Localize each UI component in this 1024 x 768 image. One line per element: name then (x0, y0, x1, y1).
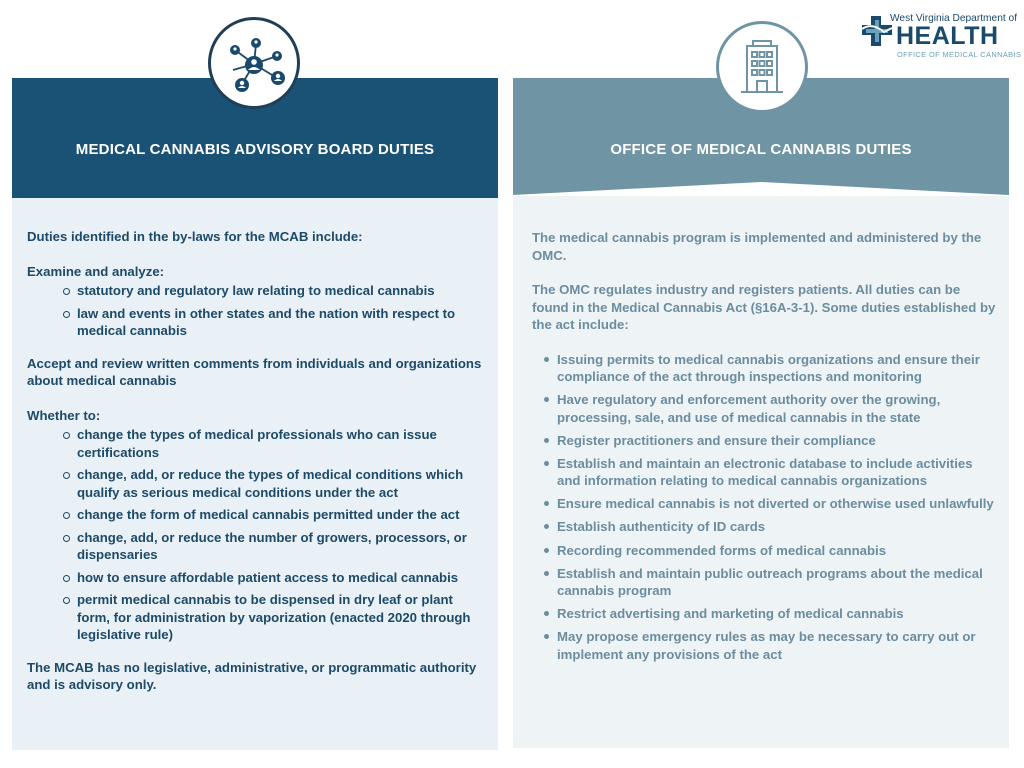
list-item: Establish and maintain public outreach programs about the medical cannabis program (544, 565, 997, 600)
right-panel-title: OFFICE OF MEDICAL CANNABIS DUTIES (610, 141, 912, 158)
omc-regulates-text: The OMC regulates industry and registers patients. All duties can be found in the Medical Cannabis Act (§16A-3-1). Some duties established by the act include: (532, 282, 996, 332)
mcab-closing-statement: The MCAB has no legislative, administrative, or programmatic authority and is advisory only. (27, 659, 477, 692)
list-item: May propose emergency rules as may be necessary to carry out or implement any provisions of the act (544, 628, 997, 663)
logo-health-text: HEALTH (896, 22, 999, 50)
left-panel-title: MEDICAL CANNABIS ADVISORY BOARD DUTIES (75, 141, 435, 158)
list-item: Establish authenticity of ID cards (544, 518, 997, 536)
logo-department-text: West Virginia Department of (890, 13, 1018, 24)
list-item: change, add, or reduce the number of growers, processors, or dispensaries (63, 529, 487, 564)
right-icon-circle (716, 21, 808, 113)
mcab-intro: Duties identified in the by-laws for the MCAB include: (27, 229, 363, 244)
list-item: change the types of medical professionals who can issue certifications (63, 426, 487, 461)
list-item: law and events in other states and the nation with respect to medical cannabis (63, 305, 487, 340)
examine-list (63, 282, 487, 340)
whether-list (63, 426, 487, 644)
omc-duties-list (544, 351, 997, 664)
omc-intro: The medical cannabis program is implemented and administered by the OMC. (532, 230, 982, 263)
list-item: statutory and regulatory law relating to medical cannabis (63, 282, 487, 300)
office-building-icon (719, 24, 805, 110)
health-cross-icon (860, 14, 894, 48)
list-item: change the form of medical cannabis permitted under the act (63, 506, 487, 524)
mcab-duties-content (27, 228, 487, 694)
list-item: Register practitioners and ensure their compliance (544, 432, 997, 450)
list-item: Have regulatory and enforcement authority over the growing, processing, sale, and use of medical cannabis in the state (544, 391, 997, 426)
list-item: Recording recommended forms of medical cannabis (544, 542, 997, 560)
list-item: how to ensure affordable patient access to medical cannabis (63, 569, 487, 587)
list-item: Restrict advertising and marketing of medical cannabis (544, 605, 997, 623)
accept-review-text: Accept and review written comments from individuals and organizations about medical cannabis (27, 355, 482, 388)
logo-office-text: OFFICE OF MEDICAL CANNABIS (897, 50, 1022, 59)
omc-duties-content (532, 229, 997, 669)
examine-heading: Examine and analyze: (27, 263, 165, 279)
list-item: change, add, or reduce the types of medical conditions which qualify as serious medical conditions under the act (63, 466, 487, 501)
whether-heading: Whether to: (27, 407, 101, 423)
wv-health-logo (860, 12, 1022, 62)
list-item: permit medical cannabis to be dispensed in dry leaf or plant form, for administration by vaporization (enacted 2020 through legislative rule) (63, 591, 487, 644)
left-icon-circle (208, 17, 300, 109)
list-item: Ensure medical cannabis is not diverted or otherwise used unlawfully (544, 495, 997, 513)
list-item: Establish and maintain an electronic database to include activities and information relating to medical cannabis organizations (544, 455, 997, 490)
list-item: Issuing permits to medical cannabis organizations and ensure their compliance of the act through inspections and monitoring (544, 351, 997, 386)
network-people-icon (211, 20, 297, 106)
